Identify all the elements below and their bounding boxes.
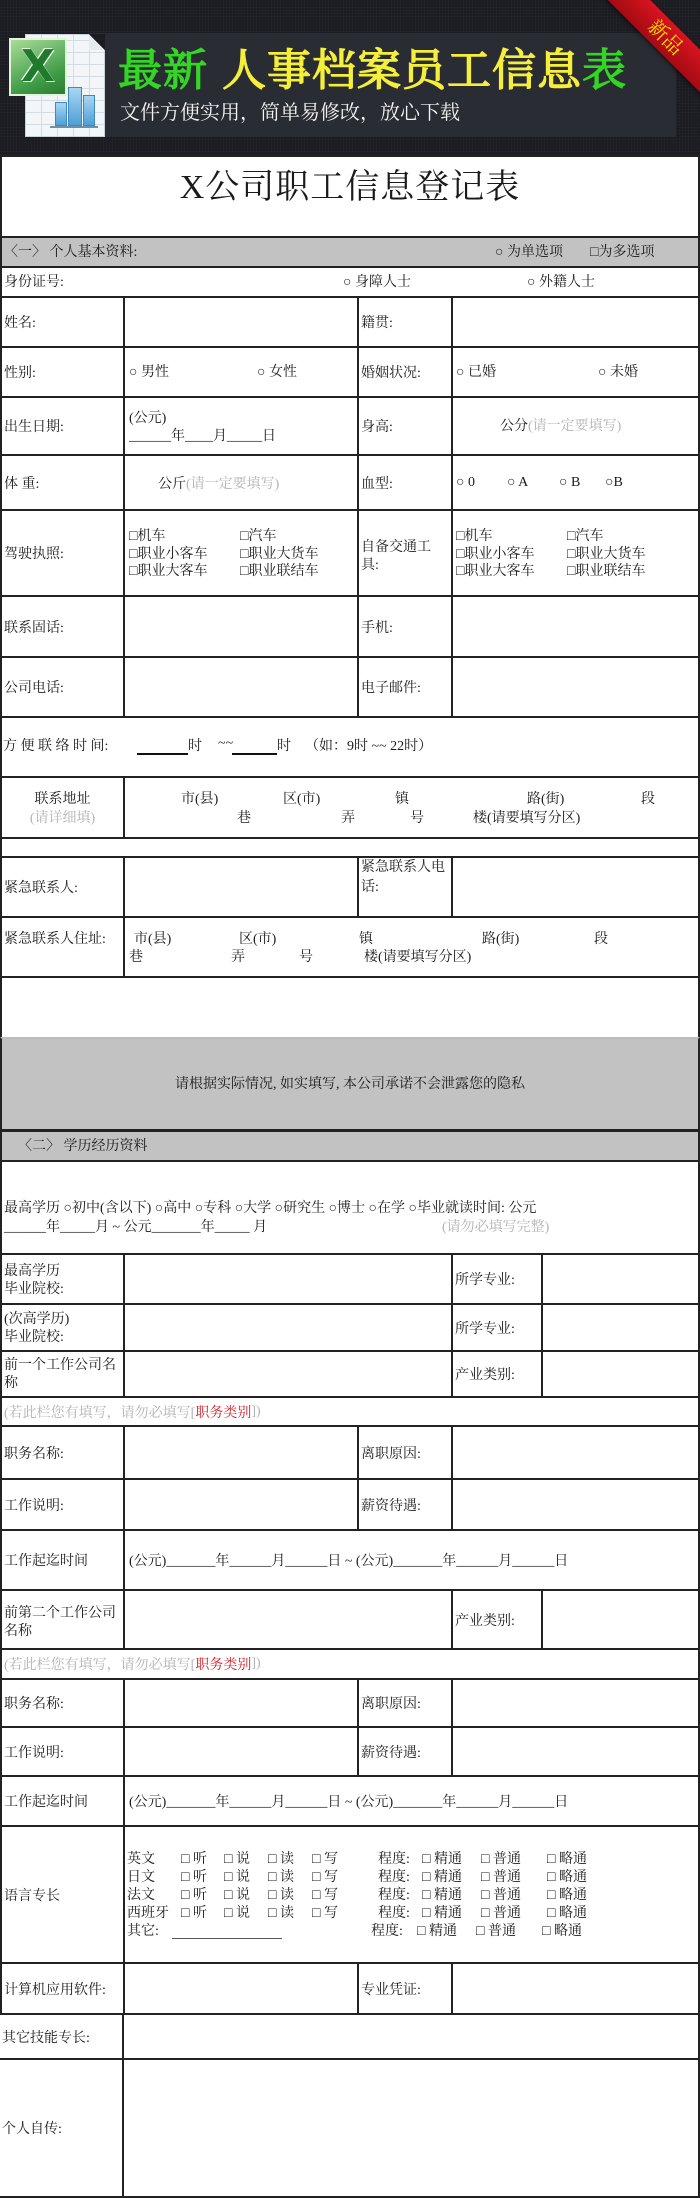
weight-blood-row — [0, 454, 700, 511]
banner-title-table: 表 — [582, 45, 627, 96]
second-school-label-line1: (次高学历) — [4, 1312, 70, 1327]
job-desc-input[interactable] — [123, 1480, 357, 1529]
address-input[interactable] — [123, 778, 698, 837]
autobiography-row — [0, 2058, 700, 2198]
highest-school-label-line1: 最高学历 — [4, 1264, 60, 1279]
own-vehicle-options — [451, 511, 698, 595]
option-foreigner[interactable]: ○ 外籍人士 — [527, 275, 595, 290]
emergency-address-row — [0, 916, 700, 978]
name-label: 姓名: — [4, 316, 36, 331]
address-number: 号 — [410, 811, 424, 826]
blood-type-label: 血型: — [357, 456, 451, 509]
contact-time-example: （如：9时 ~~ 22时） — [305, 739, 433, 754]
spanish-listen-checkbox[interactable]: □ 听 — [181, 1906, 207, 1921]
gender-label: 性别: — [4, 366, 36, 381]
spacer-row — [0, 837, 700, 858]
english-write-checkbox[interactable]: □ 写 — [312, 1852, 338, 1867]
gender-options — [123, 348, 357, 396]
language-other-input[interactable] — [172, 1924, 282, 1939]
spanish-read-checkbox[interactable]: □ 读 — [268, 1906, 294, 1921]
gender-option-female[interactable]: ○ 女性 — [257, 365, 297, 380]
prev-company-label-line1: 前一个工作公司名 — [4, 1358, 116, 1373]
french-listen-checkbox[interactable]: □ 听 — [181, 1888, 207, 1903]
email-input[interactable] — [451, 658, 698, 716]
company-phone-input[interactable] — [123, 658, 357, 716]
blood-option-b[interactable]: ○ B — [559, 475, 581, 490]
english-level-fluent[interactable]: □ 精通 — [422, 1852, 462, 1867]
job2-salary-label: 薪资待遇: — [357, 1728, 451, 1775]
education-hint: (请勿必填写完整) — [442, 1220, 550, 1235]
japanese-write-checkbox[interactable]: □ 写 — [312, 1870, 338, 1885]
address-label-cell — [2, 778, 123, 837]
spanish-level-label: 程度: — [378, 1906, 410, 1921]
chart-bar-icon — [55, 102, 67, 126]
english-level-label: 程度: — [378, 1852, 410, 1867]
spanish-speak-checkbox[interactable]: □ 说 — [224, 1906, 250, 1921]
english-level-basic[interactable]: □ 略通 — [547, 1852, 587, 1867]
spanish-level-basic[interactable]: □ 略通 — [547, 1906, 587, 1921]
highest-school-label — [2, 1255, 123, 1303]
legend-multi-choice: □为多选项 — [590, 245, 655, 260]
address-town: 镇 — [395, 792, 409, 807]
emergency-contact-row — [0, 856, 700, 918]
job2-note-prefix: (若此栏您有填写，请勿必填写[ — [4, 1658, 196, 1673]
highest-school-input[interactable] — [123, 1255, 451, 1303]
form-title-row — [0, 155, 700, 238]
banner-title-latest: 最新 — [118, 45, 208, 96]
own-vehicle-label-line1: 自备交通工 — [361, 540, 431, 555]
promo-header — [0, 0, 700, 156]
autobiography-label: 个人自传: — [2, 2122, 62, 2137]
license-option-motorcycle[interactable]: □机车 — [129, 529, 166, 544]
job-note-prefix: (若此栏您有填写，请勿必填写[ — [4, 1405, 196, 1421]
highest-major-input[interactable] — [541, 1255, 698, 1303]
legend-single-choice: ○ 为单选项 — [495, 245, 563, 260]
spanish-level-fluent[interactable]: □ 精通 — [422, 1906, 462, 1921]
job-note-highlight: 职务类别 — [195, 1405, 252, 1421]
prev2-industry-label: 产业类别: — [451, 1591, 541, 1648]
height-label: 身高: — [357, 398, 451, 454]
japanese-level-normal[interactable]: □ 普通 — [481, 1870, 521, 1885]
salary-input[interactable] — [451, 1480, 698, 1529]
license-option-car[interactable]: □汽车 — [240, 529, 277, 544]
contact-time-to-unit: 时 — [277, 739, 291, 754]
height-unit-text: 公分 — [500, 419, 528, 434]
address-hint: (请详细填) — [29, 811, 96, 826]
banner-title-main: 人事档案员工信息 — [222, 45, 582, 96]
language-name-japanese: 日文 — [127, 1870, 155, 1885]
job-desc-label: 工作说明: — [4, 1498, 64, 1514]
emergency-phone-input[interactable] — [451, 858, 698, 916]
contact-time-from-input[interactable] — [137, 738, 188, 755]
chart-bar-icon — [68, 87, 82, 126]
vehicle-option-motorcycle[interactable]: □机车 — [456, 529, 493, 544]
language-other-label: 其它: — [127, 1924, 159, 1939]
second-major-label: 所学专业: — [451, 1305, 541, 1350]
emergency-address-city: 市(县) — [134, 932, 172, 947]
id-number-row — [0, 266, 700, 298]
address-row — [0, 776, 700, 839]
education-period-input[interactable]: ______年_____月 ~ 公元_______年_____ 月 — [4, 1220, 268, 1235]
job2-title-label: 职务名称: — [4, 1697, 64, 1712]
japanese-speak-checkbox[interactable]: □ 说 — [224, 1870, 250, 1885]
job2-note — [2, 1650, 698, 1678]
language-label: 语言专长 — [4, 1888, 60, 1904]
job-note-row — [0, 1396, 700, 1427]
address-road: 路(街) — [527, 792, 565, 807]
marital-option-single[interactable]: ○ 未婚 — [598, 365, 638, 380]
marital-options — [451, 348, 698, 396]
french-level-label: 程度: — [378, 1888, 410, 1903]
work2-period-label: 工作起迄时间 — [4, 1795, 88, 1810]
french-write-checkbox[interactable]: □ 写 — [312, 1888, 338, 1903]
landline-input[interactable] — [123, 597, 357, 656]
spanish-level-normal[interactable]: □ 普通 — [481, 1906, 521, 1921]
emergency-contact-label: 紧急联系人: — [4, 881, 78, 896]
blood-option-ab[interactable]: ○B — [605, 475, 623, 490]
blood-option-a[interactable]: ○ A — [507, 475, 529, 490]
french-read-checkbox[interactable]: □ 读 — [268, 1888, 294, 1903]
license-option-trailer[interactable]: □职业联结车 — [240, 564, 319, 579]
address-district: 区(市) — [283, 792, 321, 807]
second-school-label-line2: 毕业院校: — [4, 1330, 64, 1345]
mobile-input[interactable] — [451, 597, 698, 656]
highest-major-label: 所学专业: — [451, 1255, 541, 1303]
company-phone-label: 公司电话: — [4, 681, 64, 696]
japanese-level-fluent[interactable]: □ 精通 — [422, 1870, 462, 1885]
id-number-input[interactable] — [74, 270, 334, 294]
chart-bar-icon — [83, 95, 95, 126]
certificate-label: 专业凭证: — [357, 1964, 451, 2013]
form-title: X公司职工信息登记表 — [179, 169, 521, 206]
gender-marital-row — [0, 346, 700, 398]
emergency-address-number: 号 — [299, 950, 313, 965]
education-row — [0, 1160, 700, 1255]
banner-title — [118, 44, 627, 98]
marital-option-married[interactable]: ○ 已婚 — [456, 365, 496, 380]
job2-desc-input[interactable] — [123, 1728, 357, 1775]
license-option-large-bus[interactable]: □职业大客车 — [129, 564, 208, 579]
second-school-label — [2, 1305, 123, 1350]
highest-school-label-line2: 毕业院校: — [4, 1282, 64, 1297]
own-vehicle-label-line2: 具: — [361, 558, 379, 573]
emergency-address-label-cell — [2, 918, 123, 976]
job2-title-input[interactable] — [123, 1680, 357, 1726]
other-level-basic[interactable]: □ 略通 — [542, 1924, 582, 1939]
driving-license-label: 驾驶执照: — [4, 547, 64, 562]
language-name-french: 法文 — [127, 1888, 155, 1903]
job-note — [2, 1398, 698, 1425]
weight-hint: (请一定要填写) — [186, 476, 280, 492]
license-option-truck[interactable]: □职业大货车 — [240, 547, 319, 562]
birth-date-pattern[interactable]: ______年____月_____日 — [129, 429, 276, 444]
emergency-address-input[interactable] — [123, 918, 698, 976]
other-level-fluent[interactable]: □ 精通 — [417, 1924, 457, 1939]
section-heading-personal: 〈一〉 个人基本资料: — [4, 245, 138, 260]
weight-label: 体 重: — [4, 476, 40, 492]
vehicle-option-car[interactable]: □汽车 — [567, 529, 604, 544]
email-label: 电子邮件: — [357, 658, 451, 716]
company-phone-row — [0, 656, 700, 718]
other-skills-row — [0, 2013, 700, 2060]
prev2-company-row — [0, 1589, 700, 1650]
japanese-listen-checkbox[interactable]: □ 听 — [181, 1870, 207, 1885]
computer-software-input[interactable] — [123, 1964, 357, 2013]
work-period-label: 工作起迄时间 — [4, 1554, 88, 1569]
weight-unit: 公斤 — [158, 476, 186, 492]
job-title-row — [0, 1425, 700, 1480]
second-school-row — [0, 1303, 700, 1352]
banner-subtitle: 文件方便实用，简单易修改，放心下载 — [120, 100, 460, 124]
prev2-company-input[interactable] — [123, 1591, 451, 1648]
work2-period-row — [0, 1775, 700, 1827]
height-input[interactable] — [451, 398, 698, 454]
license-vehicle-row — [0, 509, 700, 597]
prev-industry-input[interactable] — [541, 1352, 698, 1396]
mobile-label: 手机: — [357, 597, 451, 656]
job2-leave-reason-input[interactable] — [451, 1680, 698, 1726]
prev2-company-label — [2, 1591, 123, 1648]
id-number-label: 身份证号: — [4, 275, 64, 290]
native-place-label: 籍贯: — [357, 298, 451, 346]
address-section: 段 — [641, 792, 655, 807]
height-unit — [500, 418, 621, 435]
address-label: 联系地址 — [34, 792, 91, 807]
native-place-input[interactable] — [451, 298, 698, 346]
weight-input[interactable] — [123, 456, 357, 509]
job2-leave-reason-label: 离职原因: — [357, 1680, 451, 1726]
computer-software-label: 计算机应用软件: — [4, 1982, 106, 1998]
prev2-industry-input[interactable] — [541, 1591, 698, 1648]
marital-status-label: 婚姻状况: — [357, 348, 451, 396]
contact-time-from-unit: 时 — [188, 739, 202, 754]
prev2-company-label-line1: 前第二个工作公司 — [4, 1606, 116, 1621]
autobiography-input[interactable] — [122, 2060, 698, 2196]
emergency-address-road: 路(街) — [482, 932, 520, 947]
birth-date-label: 出生日期: — [4, 420, 64, 435]
page-fold — [89, 34, 105, 50]
french-level-basic[interactable]: □ 略通 — [547, 1888, 587, 1903]
emergency-address-floor: 楼(请要填写分区) — [364, 950, 472, 965]
english-read-checkbox[interactable]: □ 读 — [268, 1852, 294, 1867]
ribbon-label: 新品 — [643, 14, 689, 60]
option-disabled-person[interactable]: ○ 身障人士 — [343, 275, 411, 290]
emergency-address-label: 紧急联系人住址: — [4, 932, 106, 947]
job-title-label: 职务名称: — [4, 1446, 64, 1462]
phone-row — [0, 595, 700, 658]
prev-industry-label: 产业类别: — [451, 1352, 541, 1396]
language-row — [0, 1825, 700, 1964]
blood-option-o[interactable]: ○ 0 — [456, 475, 475, 490]
emergency-address-lane: 巷 — [129, 950, 143, 965]
french-level-fluent[interactable]: □ 精通 — [422, 1888, 462, 1903]
japanese-read-checkbox[interactable]: □ 读 — [268, 1870, 294, 1885]
emergency-phone-label-line1: 紧急联系人电 — [361, 860, 445, 875]
certificate-input[interactable] — [451, 1964, 698, 2013]
address-lane: 巷 — [237, 811, 251, 826]
vehicle-option-truck[interactable]: □职业大货车 — [567, 547, 646, 562]
language-options — [123, 1827, 698, 1962]
job2-note-highlight: 职务类别 — [195, 1658, 252, 1673]
french-speak-checkbox[interactable]: □ 说 — [224, 1888, 250, 1903]
contact-time-to-input[interactable] — [232, 738, 277, 755]
job2-salary-input[interactable] — [451, 1728, 698, 1775]
prev-company-label-line2: 称 — [4, 1376, 18, 1391]
work-period-row — [0, 1529, 700, 1591]
emergency-contact-input[interactable] — [123, 858, 357, 916]
own-vehicle-label — [357, 511, 451, 595]
driving-license-options — [123, 511, 357, 595]
emergency-address-section: 段 — [594, 932, 608, 947]
work2-period-input[interactable]: (公元)_______年______月______日 ~ (公元)_______年______月______日 — [123, 1777, 698, 1825]
section-header-personal — [0, 236, 700, 268]
address-city: 市(县) — [181, 792, 219, 807]
job-note-suffix: ]) — [251, 1403, 261, 1419]
emergency-address-alley: 弄 — [231, 950, 245, 965]
prev-company-label — [2, 1352, 123, 1396]
leave-reason-input[interactable] — [451, 1427, 698, 1478]
contact-time-label: 方 便 联 络 时 间: — [3, 739, 109, 754]
japanese-level-basic[interactable]: □ 略通 — [547, 1870, 587, 1885]
job2-note-row — [0, 1648, 700, 1680]
name-row — [0, 296, 700, 348]
job2-desc-row — [0, 1726, 700, 1777]
prev2-company-label-line2: 名称 — [4, 1624, 32, 1639]
japanese-level-label: 程度: — [378, 1870, 410, 1885]
vehicle-option-large-bus[interactable]: □职业大客车 — [456, 564, 535, 579]
english-listen-checkbox[interactable]: □ 听 — [181, 1852, 207, 1867]
vehicle-option-small-bus[interactable]: □职业小客车 — [456, 547, 535, 562]
second-school-input[interactable] — [123, 1305, 451, 1350]
birth-date-input[interactable] — [123, 398, 357, 454]
education-level-options[interactable]: 最高学历 ○初中(含以下) ○高中 ○专科 ○大学 ○研究生 ○博士 ○在学 ○毕业就读时间: 公元 — [4, 1201, 537, 1216]
height-hint: (请一定要填写) — [528, 419, 622, 434]
other-level-label: 程度: — [371, 1924, 403, 1939]
emergency-address-district: 区(市) — [239, 932, 277, 947]
prev-company-row — [0, 1350, 700, 1398]
excel-logo-badge — [9, 38, 67, 96]
section-heading-education: 〈二〉 学历经历资料 — [18, 1139, 148, 1154]
contact-time-separator: ~~ — [218, 736, 234, 751]
other-level-normal[interactable]: □ 普通 — [476, 1924, 516, 1939]
prev-company-input[interactable] — [123, 1352, 451, 1396]
vehicle-option-trailer[interactable]: □职业联结车 — [567, 564, 646, 579]
privacy-notice: 请根据实际情况, 如实填写, 本公司承诺不会泄露您的隐私 — [175, 1077, 525, 1092]
landline-label: 联系固话: — [4, 620, 64, 636]
gender-option-male[interactable]: ○ 男性 — [129, 365, 169, 380]
spanish-write-checkbox[interactable]: □ 写 — [312, 1906, 338, 1921]
license-option-small-bus[interactable]: □职业小客车 — [129, 547, 208, 562]
chart-baseline — [50, 126, 98, 128]
other-skills-label: 其它技能专长: — [2, 2030, 90, 2046]
contact-time-row — [0, 716, 700, 778]
work-period-input[interactable]: (公元)_______年______月______日 ~ (公元)_______年______月______日 — [123, 1531, 698, 1589]
emergency-address-town: 镇 — [359, 932, 373, 947]
job-desc-row — [0, 1478, 700, 1531]
emergency-phone-label-line2: 话: — [361, 880, 379, 895]
birth-date-era: (公元) — [129, 411, 167, 426]
leave-reason-label: 离职原因: — [357, 1427, 451, 1478]
emergency-phone-label — [357, 858, 451, 916]
privacy-notice-banner — [0, 1037, 700, 1131]
salary-label: 薪资待遇: — [357, 1480, 451, 1529]
job2-title-row — [0, 1678, 700, 1728]
job2-desc-label: 工作说明: — [4, 1745, 64, 1761]
language-name-english: 英文 — [127, 1852, 155, 1867]
name-input[interactable] — [123, 298, 357, 346]
blank-row — [0, 976, 700, 1039]
blood-type-options — [451, 456, 698, 509]
language-name-spanish: 西班牙 — [127, 1906, 169, 1921]
french-level-normal[interactable]: □ 普通 — [481, 1888, 521, 1903]
second-major-input[interactable] — [541, 1305, 698, 1350]
address-floor: 楼(请要填写分区) — [473, 811, 581, 826]
english-speak-checkbox[interactable]: □ 说 — [224, 1852, 250, 1867]
job2-note-suffix: ]) — [251, 1656, 261, 1671]
job-title-input[interactable] — [123, 1427, 357, 1478]
birth-height-row — [0, 396, 700, 456]
section-header-education — [0, 1129, 700, 1162]
excel-x-letter: X — [21, 41, 55, 92]
english-level-normal[interactable]: □ 普通 — [481, 1852, 521, 1867]
computer-row — [0, 1962, 700, 2015]
address-alley: 弄 — [341, 811, 355, 826]
other-skills-input[interactable] — [122, 2015, 698, 2058]
highest-school-row — [0, 1253, 700, 1305]
